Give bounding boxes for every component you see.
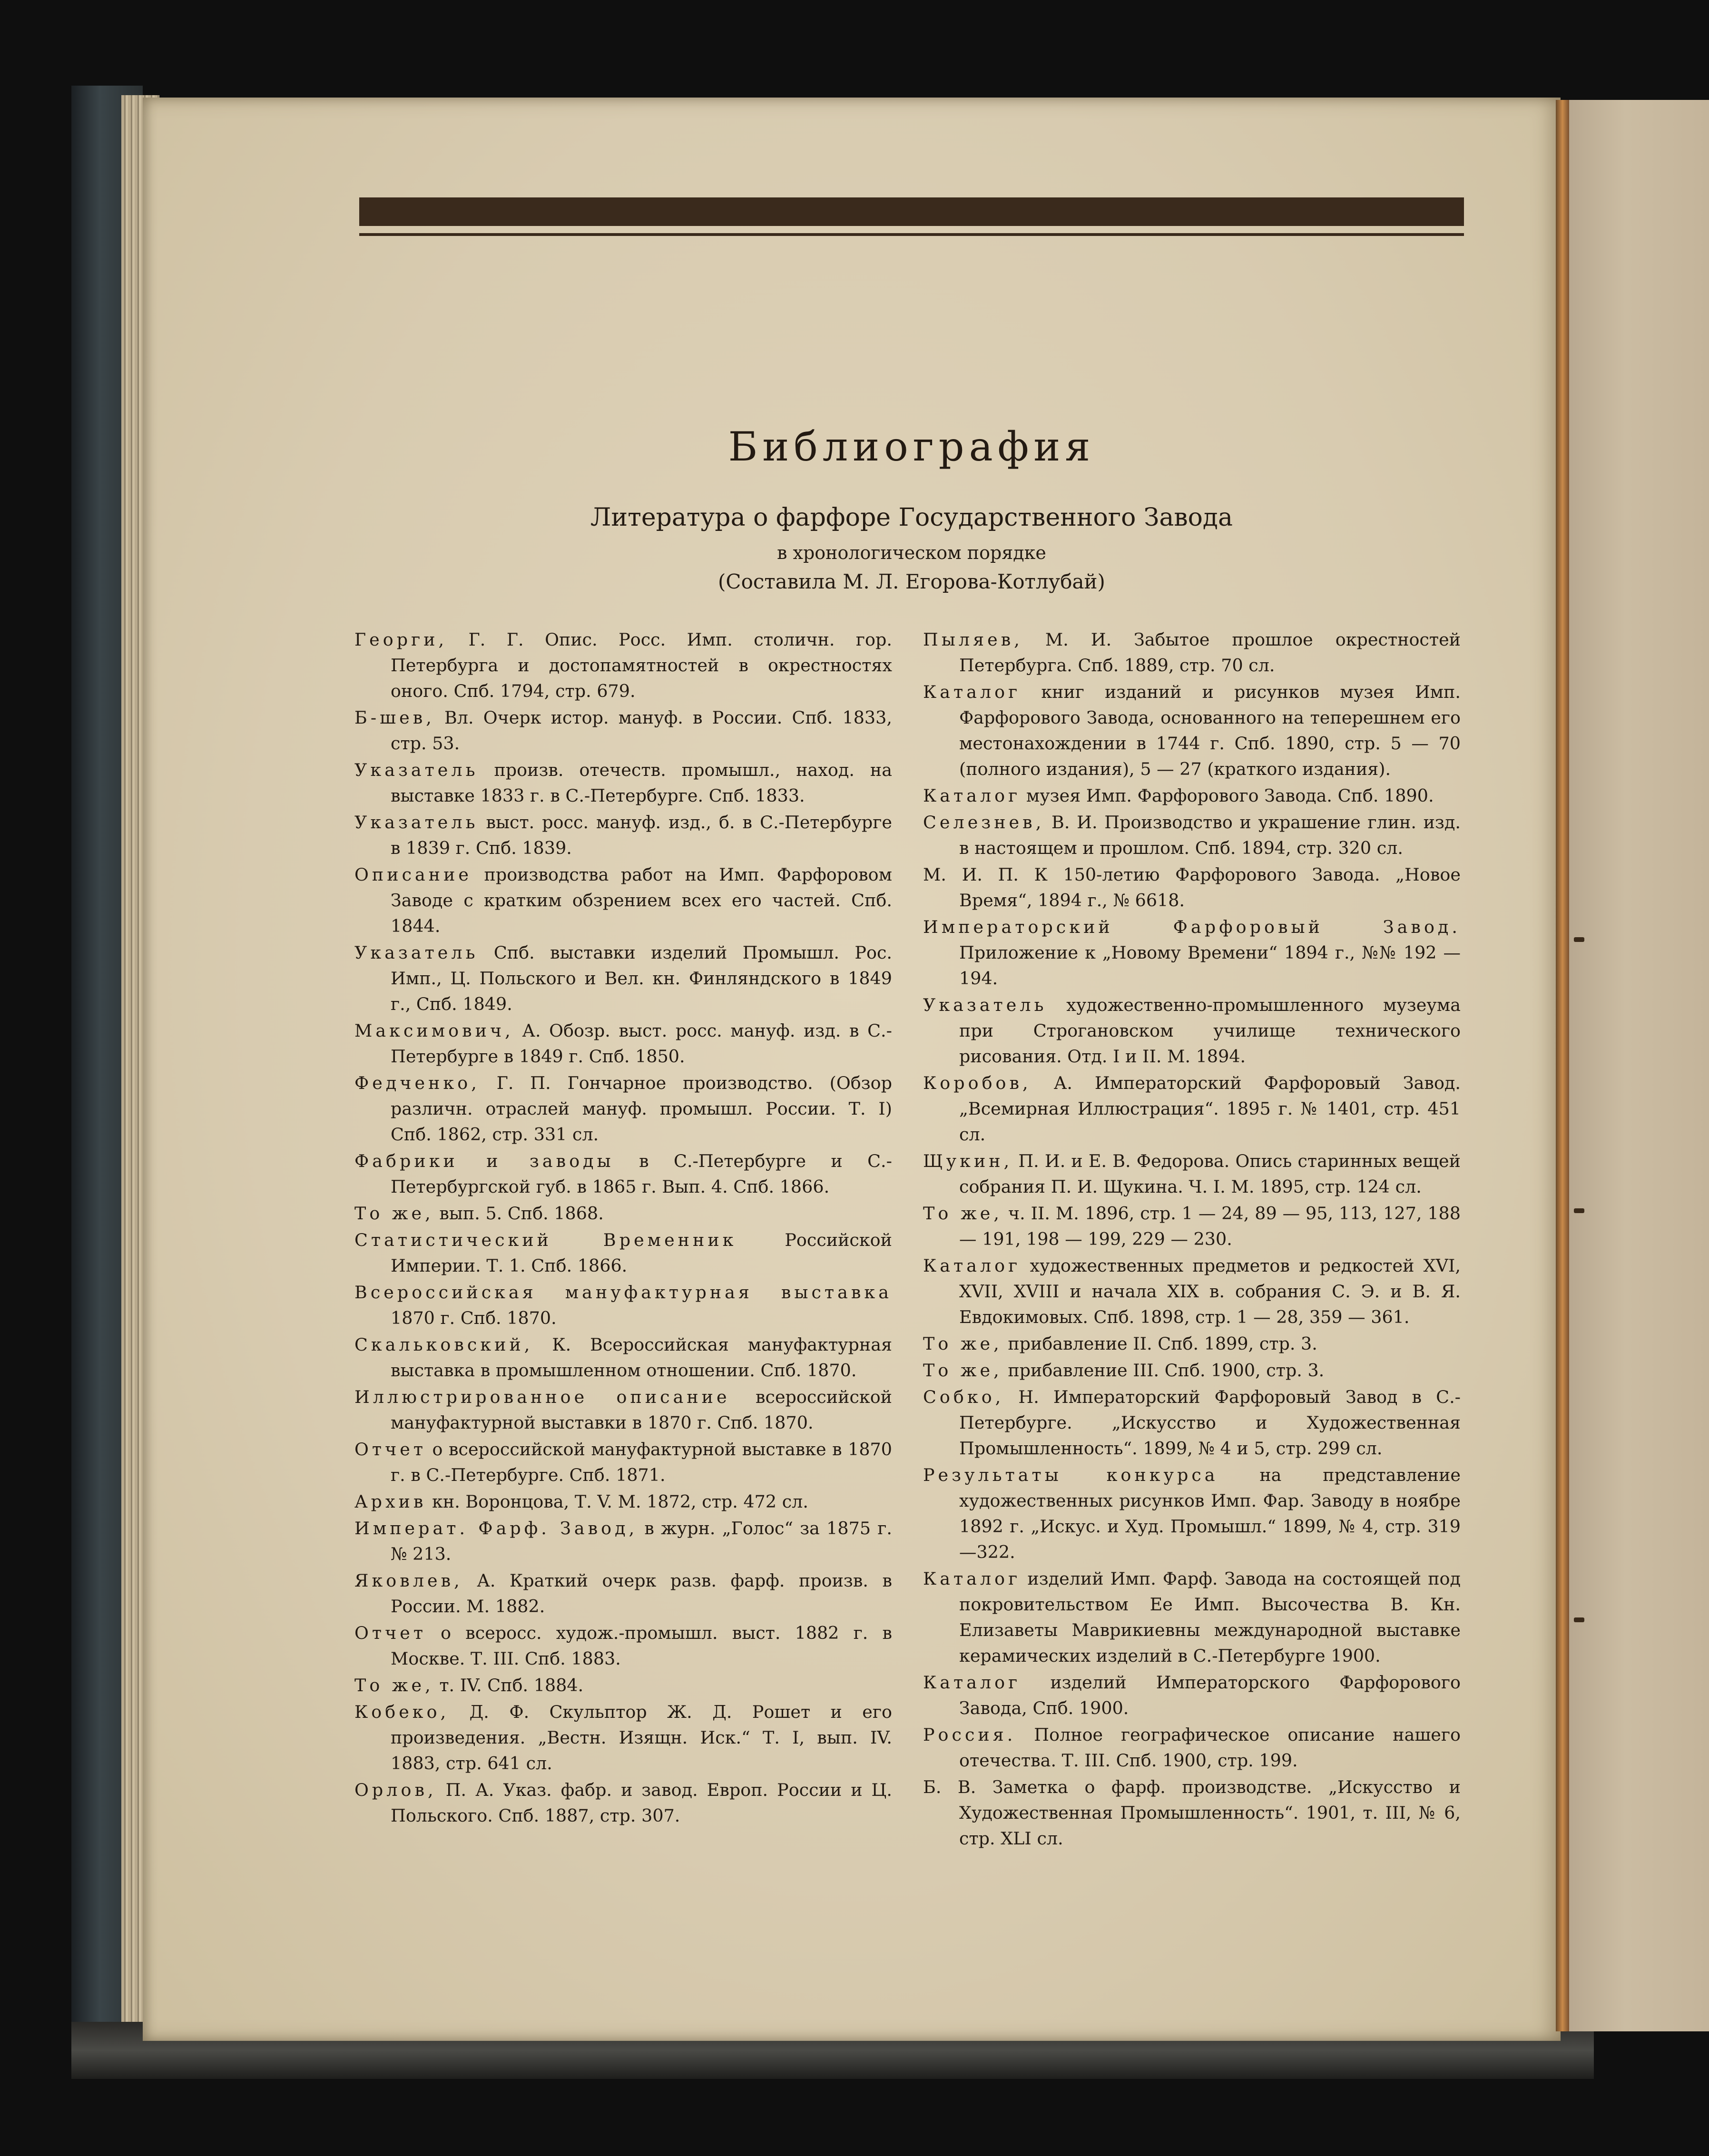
bibliography-entry xyxy=(354,810,892,861)
entry-text: П. И. и Е. В. Федорова. Опись старинных вещей собрания П. И. Щукина. Ч. I. М. 1895, стр. 124 сл. xyxy=(959,1151,1461,1197)
bibliography-entry xyxy=(354,1568,892,1619)
bibliography-entry xyxy=(354,1516,892,1567)
bibliography-entry xyxy=(923,1384,1461,1461)
bibliography-entry xyxy=(923,1253,1461,1330)
entry-text: всероссийской мануфактурной выставки в 1870 г. Спб. 1870. xyxy=(391,1387,892,1433)
entry-author: Каталог xyxy=(923,1672,1021,1693)
bibliography-entry xyxy=(923,1358,1461,1383)
entry-author: Федченко, xyxy=(354,1073,480,1093)
entry-text: Б. В. Заметка о фарф. производстве. „Искусство и Художественная Промышленность“. 1901, т. III, № 6, стр. XLI сл. xyxy=(923,1777,1461,1849)
entry-text: К. Всероссийская мануфактурная выставка в промышленном отношении. Спб. 1870. xyxy=(391,1334,892,1381)
bibliography-entry xyxy=(354,1673,892,1698)
bibliography-entry xyxy=(354,1201,892,1226)
bibliography-entry xyxy=(354,627,892,704)
page-subnote: в хронологическом порядке xyxy=(777,542,1046,563)
bibliography-entry xyxy=(923,627,1461,678)
entry-author: Указатель xyxy=(354,760,479,780)
entry-text: Вл. Очерк истор. мануф. в России. Спб. 1833, стр. 53. xyxy=(391,707,892,754)
facing-page-edge xyxy=(1569,100,1709,2031)
bibliography-entry xyxy=(354,1332,892,1383)
entry-author: Щукин, xyxy=(923,1151,1013,1171)
header-rule-thick xyxy=(359,197,1464,226)
entry-text: М. И. Забытое прошлое окрестностей Петербурга. Спб. 1889, стр. 70 сл. xyxy=(959,629,1461,676)
entry-text: т. IV. Спб. 1884. xyxy=(439,1675,584,1695)
entry-text: книг изданий и рисунков музея Имп. Фарфорового Завода, основанного на теперешнем его местонахождении в 1744 г. Спб. 1890, стр. 5 — 70 (полного издания), 5 — 27 (краткого издания). xyxy=(959,682,1461,779)
entry-text: 1870 г. Спб. 1870. xyxy=(391,1308,557,1328)
entry-text: в С.-Петербурге и С.-Петербургской губ. в 1865 г. Вып. 4. Спб. 1866. xyxy=(391,1151,892,1197)
entry-text: изделий Императорского Фарфорового Завода, Спб. 1900. xyxy=(959,1672,1461,1718)
entry-text: В. И. Производство и украшение глин. изд. в настоящем и прошлом. Спб. 1894, стр. 320 сл. xyxy=(959,812,1461,858)
entry-author: Указатель xyxy=(354,942,479,963)
entry-text: П. А. Указ. фабр. и завод. Европ. России и Ц. Польского. Спб. 1887, стр. 307. xyxy=(391,1780,892,1826)
entry-author: Коробов, xyxy=(923,1073,1031,1093)
compiler-note: (Составила М. Л. Егорова-Котлубай) xyxy=(718,570,1105,593)
entry-text: произв. отечеств. промышл., наход. на выставке 1833 г. в С.-Петербурге. Спб. 1833. xyxy=(391,760,892,806)
bibliography-entry xyxy=(923,1566,1461,1669)
bibliography-entry xyxy=(923,1070,1461,1147)
entry-text: ч. II. М. 1896, стр. 1 — 24, 89 — 95, 113, 127, 188 — 191, 198 — 199, 229 — 230. xyxy=(959,1203,1461,1249)
entry-text: прибавление III. Спб. 1900, стр. 3. xyxy=(1008,1360,1325,1381)
entry-author: Отчет xyxy=(354,1623,427,1643)
entry-author: Описание xyxy=(354,864,472,885)
entry-author: Кобеко, xyxy=(354,1702,450,1722)
entry-author: Б-шев, xyxy=(354,707,435,728)
entry-text: вып. 5. Спб. 1868. xyxy=(439,1203,604,1224)
bibliography-left-column xyxy=(354,627,892,1830)
bibliography-entry xyxy=(923,1774,1461,1852)
entry-author: Орлов, xyxy=(354,1780,437,1800)
bibliography-entry xyxy=(923,679,1461,782)
entry-author: Каталог xyxy=(923,785,1021,806)
entry-author: Россия. xyxy=(923,1725,1016,1745)
entry-text: Г. П. Гончарное производство. (Обзор различн. отраслей мануф. промышл. России. Т. I) Спб. 1862, стр. 331 сл. xyxy=(391,1073,892,1145)
bibliography-entry xyxy=(354,1777,892,1829)
entry-author: То же, xyxy=(354,1203,434,1224)
entry-text: художественно-промышленного музеума при Строгановском училище технического рисования. Отд. I и II. М. 1894. xyxy=(959,995,1461,1067)
ink-mark xyxy=(1574,1617,1584,1622)
bibliography-entry xyxy=(923,914,1461,991)
ink-mark xyxy=(1574,1208,1584,1213)
entry-author: То же, xyxy=(923,1360,1002,1381)
entry-text: изделий Имп. Фарф. Завода на состоящей под покровительством Ее Имп. Высочества В. Кн. Елизаветы Маврикиевны международной выставке керамических изделий в С.-Петербурге 1900. xyxy=(959,1568,1461,1666)
bibliography-entry xyxy=(923,1331,1461,1357)
bibliography-entry xyxy=(354,1018,892,1069)
entry-text: музея Имп. Фарфорового Завода. Спб. 1890. xyxy=(1026,785,1434,806)
entry-text: А. Обозр. выст. росс. мануф. изд. в С.-Петербурге в 1849 г. Спб. 1850. xyxy=(391,1020,892,1067)
bibliography-entry xyxy=(354,1227,892,1279)
bibliography-entry xyxy=(354,862,892,939)
entry-author: Иллюстрированное описание xyxy=(354,1387,730,1407)
entry-author: То же, xyxy=(923,1333,1002,1354)
entry-author: То же, xyxy=(923,1203,1003,1224)
bibliography-right-column xyxy=(923,627,1461,1852)
bibliography-entry xyxy=(923,783,1461,809)
bibliography-entry xyxy=(354,757,892,809)
entry-text: производства работ на Имп. Фарфоровом Заводе с кратким обзрением всех его частей. Спб. 1844. xyxy=(391,864,893,936)
bibliography-entry xyxy=(923,810,1461,861)
bibliography-entry xyxy=(923,1722,1461,1774)
entry-author: Фабрики и заводы xyxy=(354,1151,614,1171)
entry-author: Селезнев, xyxy=(923,812,1045,833)
entry-author: Каталог xyxy=(923,1568,1021,1589)
page-title: Библиография xyxy=(728,423,1095,470)
entry-author: Императорский Фарфоровый Завод. xyxy=(923,917,1461,937)
entry-author: Максимович, xyxy=(354,1020,514,1041)
entry-author: Статистический Временник xyxy=(354,1230,737,1250)
bibliography-entry xyxy=(923,862,1461,913)
entry-text: о всеросс. худож.-промышл. выст. 1882 г. в Москве. Т. III. Спб. 1883. xyxy=(391,1623,892,1669)
entry-author: Пыляев, xyxy=(923,629,1023,650)
bibliography-entry xyxy=(354,1070,892,1147)
entry-author: Отчет xyxy=(354,1439,427,1460)
entry-text: о всероссийской мануфактурной выставке в 1870 г. в С.-Петербурге. Спб. 1871. xyxy=(391,1439,892,1485)
bibliography-entry xyxy=(354,1437,892,1488)
entry-author: Результаты конкурса xyxy=(923,1465,1218,1485)
bibliography-entry xyxy=(354,1489,892,1515)
bibliography-entry xyxy=(923,1148,1461,1200)
entry-author: Каталог xyxy=(923,682,1021,702)
bibliography-entry xyxy=(923,1462,1461,1565)
entry-text: Полное географическое описание нашего отечества. Т. III. Спб. 1900, стр. 199. xyxy=(959,1725,1461,1771)
bibliography-entry xyxy=(354,705,892,756)
entry-author: Скальковский, xyxy=(354,1334,533,1355)
bibliography-entry xyxy=(923,992,1461,1069)
entry-text: А. Императорский Фарфоровый Завод. „Всемирная Иллюстрация“. 1895 г. № 1401, стр. 451 сл. xyxy=(959,1073,1461,1145)
bibliography-entry xyxy=(354,1280,892,1331)
entry-author: Всероссийская мануфактурная выставка xyxy=(354,1282,892,1303)
entry-author: Яковлев, xyxy=(354,1570,463,1591)
book-gutter xyxy=(1556,100,1569,2031)
entry-author: Собко, xyxy=(923,1387,1004,1407)
entry-text: Д. Ф. Скульптор Ж. Д. Рошет и его произведения. „Вестн. Изящн. Иск.“ Т. I, вып. IV. 1883, стр. 641 сл. xyxy=(391,1702,893,1774)
entry-text: Г. Г. Опис. Росс. Имп. столичн. гор. Петербурга и достопамятностей в окрестностях оного. Спб. 1794, стр. 679. xyxy=(391,629,892,701)
entry-text: М. И. П. К 150-летию Фарфорового Завода. „Новое Время“, 1894 г., № 6618. xyxy=(923,864,1461,911)
bibliography-entry xyxy=(354,1699,892,1776)
bibliography-entry xyxy=(354,1384,892,1436)
entry-text: художественных предметов и редкостей XVI, XVII, XVIII и начала XIX в. собрания С. Э. и В. Я. Евдокимовых. Спб. 1898, стр. 1 — 28, 359 — 361. xyxy=(959,1255,1461,1327)
entry-text: Спб. выставки изделий Промышл. Рос. Имп., Ц. Польского и Вел. кн. Финляндского в 1849 г., Спб. 1849. xyxy=(391,942,892,1014)
entry-text: Российской Империи. Т. 1. Спб. 1866. xyxy=(391,1230,892,1276)
entry-text: Н. Императорский Фарфоровый Завод в С.-Петербурге. „Искусство и Художественная Промышленность“. 1899, № 4 и 5, стр. 299 сл. xyxy=(959,1387,1461,1459)
page-subtitle: Литература о фарфоре Государственного Завода xyxy=(590,503,1233,532)
entry-author: Императ. Фарф. Завод, xyxy=(354,1518,638,1539)
entry-text: А. Краткий очерк разв. фарф. произв. в России. М. 1882. xyxy=(391,1570,892,1617)
entry-author: Указатель xyxy=(923,995,1047,1015)
entry-text: прибавление II. Спб. 1899, стр. 3. xyxy=(1008,1333,1317,1354)
entry-text: выст. росс. мануф. изд., б. в С.-Петербурге в 1839 г. Спб. 1839. xyxy=(391,812,893,858)
entry-text: Приложение к „Новому Времени“ 1894 г., №№ 192 — 194. xyxy=(959,942,1461,989)
entry-author: Указатель xyxy=(354,812,479,833)
entry-author: То же, xyxy=(354,1675,434,1695)
entry-text: на представление художественных рисунков Имп. Фар. Заводу в ноябре 1892 г. „Искус. и Худ. Промышл.“ 1899, № 4, стр. 319—322. xyxy=(959,1465,1461,1562)
entry-author: Архив xyxy=(354,1491,427,1512)
header-rule-thin xyxy=(359,233,1464,236)
entry-text: кн. Воронцова, Т. V. М. 1872, стр. 472 сл. xyxy=(432,1491,808,1512)
entry-author: Георги, xyxy=(354,629,448,650)
bibliography-entry xyxy=(354,940,892,1017)
ink-mark xyxy=(1574,937,1584,942)
bibliography-entry xyxy=(923,1201,1461,1252)
bibliography-entry xyxy=(923,1670,1461,1721)
bibliography-entry xyxy=(354,1148,892,1200)
entry-author: Каталог xyxy=(923,1255,1021,1276)
bibliography-entry xyxy=(354,1620,892,1672)
entry-text: в журн. „Голос“ за 1875 г. № 213. xyxy=(391,1518,892,1564)
